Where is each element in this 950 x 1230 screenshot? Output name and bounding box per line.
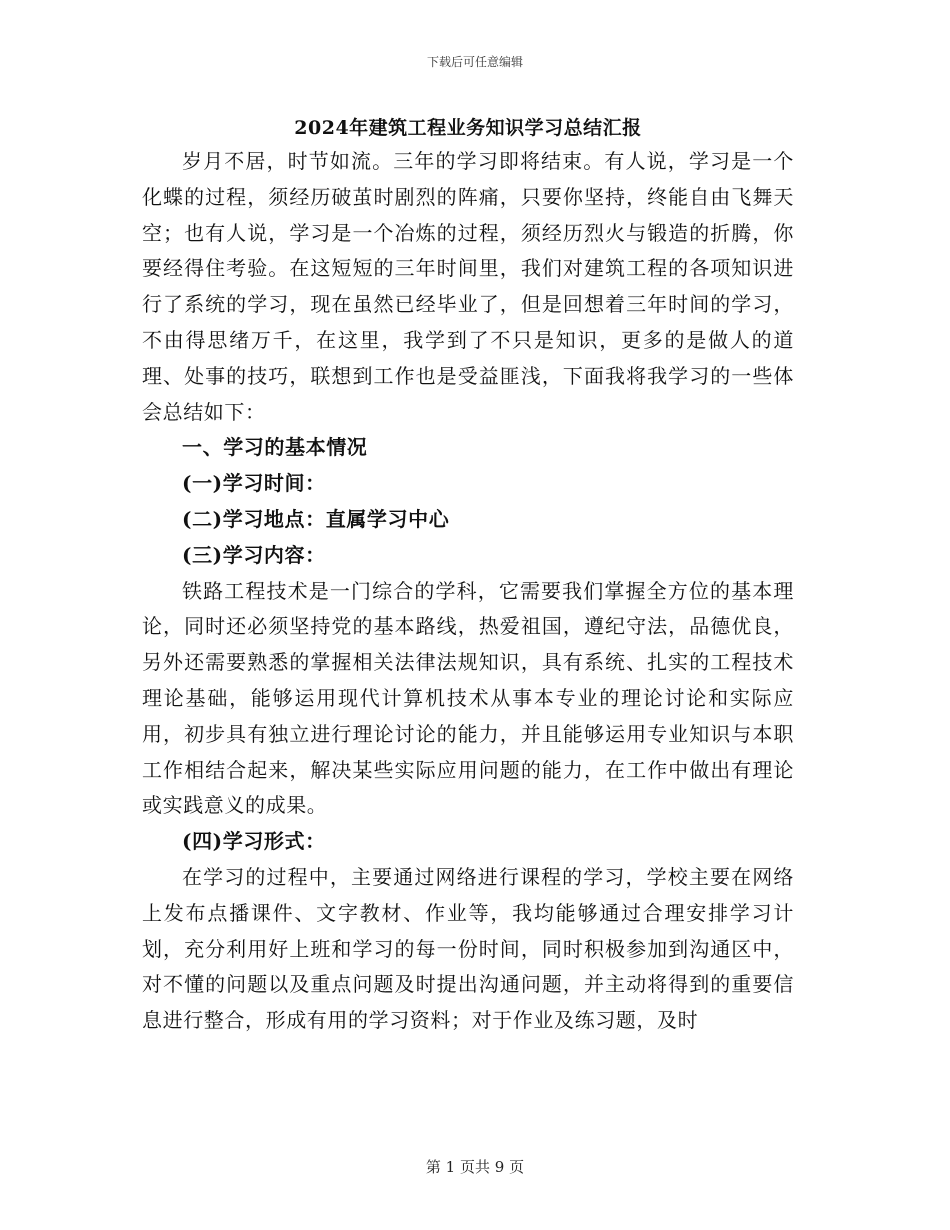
content-paragraph: 铁路工程技术是一门综合的学科，它需要我们掌握全方位的基本理论，同时还必须坚持党的基本路线，热爱祖国，遵纪守法，品德优良，另外还需要熟悉的掌握相关法律法规知识，具有系统、扎实的工程技术理论基础，能够运用现代计算机技术从事本专业的理论讨论和实际应用，初步具有独立进行理论讨论的能力，并且能够运用专业知识与本职工作相结合起来，解决某些实际应用问题的能力，在工作中做出有理论或实践意义的成果。 (142, 578, 794, 818)
document-title: 2024年建筑工程业务知识学习总结汇报 (294, 117, 642, 139)
intro-paragraph: 岁月不居，时节如流。三年的学习即将结束。有人说，学习是一个化蝶的过程，须经历破茧时剧烈的阵痛，只要你坚持，终能自由飞舞天空；也有人说，学习是一个冶炼的过程，须经历烈火与锻造的折腾，你要经得住考验。在这短短的三年时间里，我们对建筑工程的各项知识进行了系统的学习，现在虽然已经毕业了，但是回想着三年时间的学习，不由得思绪万千，在这里，我学到了不只是知识，更多的是做人的道理、处事的技巧，联想到工作也是受益匪浅，下面我将我学习的一些体会总结如下： (142, 149, 794, 424)
header-note: 下载后可任意编辑 (426, 55, 523, 69)
item-study-content: (三)学习内容： (182, 542, 326, 567)
page-number: 第 1 页共 9 页 (425, 1158, 525, 1176)
item-study-time: (一)学习时间： (182, 471, 326, 496)
document-body (142, 112, 794, 1039)
form-paragraph: 在学习的过程中，主要通过网络进行课程的学习，学校主要在网络上发布点播课件、文字教材、作业等，我均能够通过合理安排学习计划，充分利用好上班和学习的每一份时间，同时积极参加到沟通区中，对不懂的问题以及重点问题及时提出沟通问题，并主动将得到的重要信息进行整合，形成有用的学习资料；对于作业及练习题，及时 (142, 864, 794, 1033)
item-study-form: (四)学习形式： (182, 829, 326, 854)
section-heading-basic-info: 一、学习的基本情况 (182, 435, 368, 460)
item-study-location: (二)学习地点：直属学习中心 (182, 506, 450, 531)
